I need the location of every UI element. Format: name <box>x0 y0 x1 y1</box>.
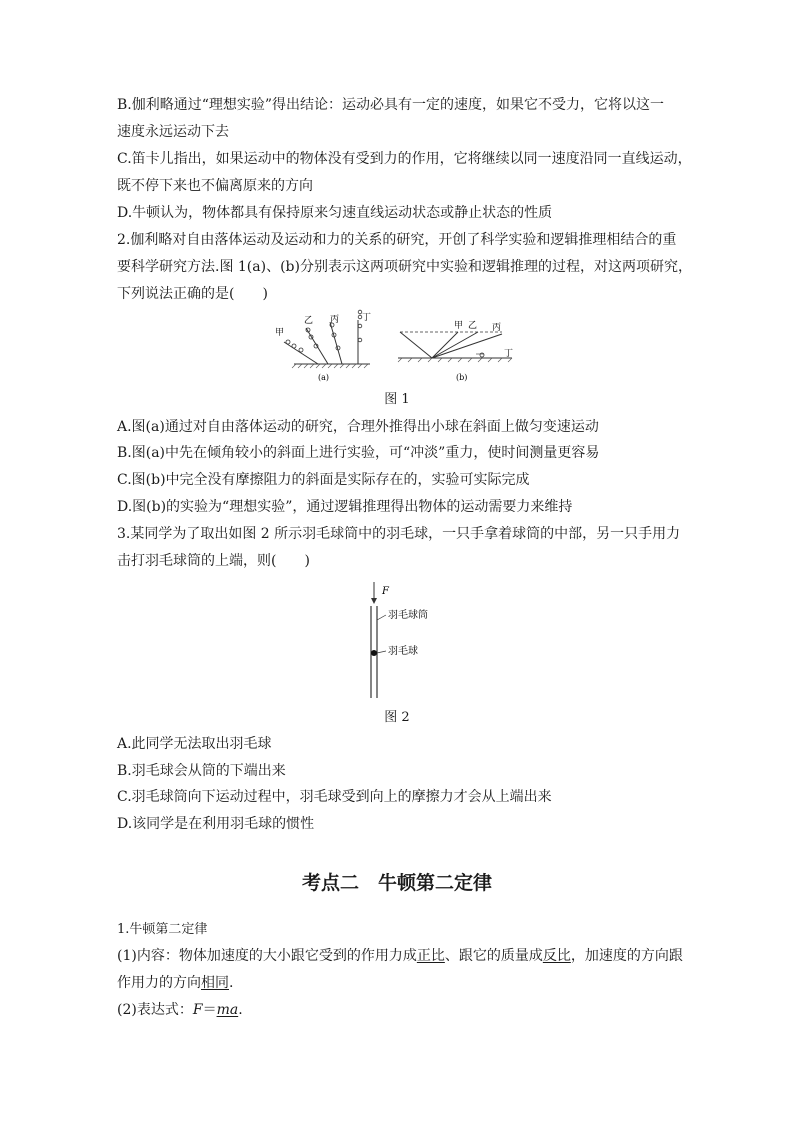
fig1a-label-ding: 丁 <box>362 313 372 323</box>
q2-stem-line1: 2.伽利略对自由落体运动及运动和力的关系的研究，开创了科学实验和逻辑推理相结合的重 <box>117 232 677 248</box>
fig1a-label-jia: 甲 <box>275 328 285 338</box>
fig1b-subcaption: (b) <box>456 373 468 382</box>
fig1b-label-ding: 丁 <box>504 349 514 359</box>
law-formula <box>117 997 679 1024</box>
q3-option-d: D.该同学是在利用羽毛球的惯性 <box>117 816 315 832</box>
figure-2-caption: 图 2 <box>384 710 410 725</box>
q2-option-d: D.图(b)的实验为“理想实验”，通过逻辑推理得出物体的运动需要力来维持 <box>117 499 573 515</box>
content-text: 作用力的方向 <box>117 975 201 991</box>
content-text: . <box>229 975 234 991</box>
q1-option-c-line2: 既不停下来也不偏离原来的方向 <box>117 178 313 194</box>
q2-stem-line2: 要科学研究方法.图 1(a)、(b)分别表示这两项研究中实验和逻辑推理的过程，对这两项研究， <box>117 259 692 275</box>
q1-option-c-line1: C.笛卡儿指出，如果运动中的物体没有受到力的作用，它将继续以同一速度沿同一直线运动， <box>117 151 692 167</box>
content-text: 、跟它的质量成 <box>444 948 543 964</box>
law-item-title: 1.牛顿第二定律 <box>117 922 208 937</box>
q3-option-c: C.羽毛球筒向下运动过程中，羽毛球受到向上的摩擦力才会从上端出来 <box>117 789 552 805</box>
formula-equals: ＝ <box>202 1002 217 1018</box>
formula-f: F <box>192 1002 203 1018</box>
figure-2 <box>350 580 460 702</box>
q3-option-a: A.此同学无法取出羽毛球 <box>117 736 272 752</box>
q3-option-b: B.羽毛球会从筒的下端出来 <box>117 763 286 779</box>
answer-proportional: 正比 <box>416 948 445 964</box>
q1-option-d: D.牛顿认为，物体都具有保持原来匀速直线运动状态或静止状态的性质 <box>117 205 553 221</box>
q3-stem-line1: 3.某同学为了取出如图 2 所示羽毛球筒中的羽毛球，一只手拿着球筒的中部，另一只手用力 <box>117 526 681 542</box>
fig1a-label-yi: 乙 <box>304 316 314 326</box>
q2-option-c: C.图(b)中完全没有摩擦阻力的斜面是实际存在的，实验可实际完成 <box>117 472 530 488</box>
content-text: ，加速度的方向跟 <box>570 948 683 964</box>
ball-label: 羽毛球 <box>388 646 418 657</box>
tube-label: 羽毛球筒 <box>388 610 428 621</box>
fig1b-label-yi: 乙 <box>468 321 478 331</box>
formula-label: (2)表达式： <box>117 1002 193 1018</box>
fig1a-label-bing: 丙 <box>330 315 340 325</box>
fig1b-label-jia: 甲 <box>454 321 464 331</box>
answer-same: 相同 <box>201 975 229 991</box>
figure-1 <box>272 308 522 386</box>
formula-period: . <box>238 1002 243 1018</box>
q2-stem-line3: 下列说法正确的是( ) <box>117 286 268 302</box>
fig1b-label-bing: 丙 <box>492 323 502 333</box>
answer-inverse: 反比 <box>542 948 571 964</box>
q2-option-b: B.图(a)中先在倾角较小的斜面上进行实验，可“冲淡”重力，使时间测量更容易 <box>117 445 600 461</box>
fig1a-subcaption: (a) <box>318 373 330 382</box>
q1-option-b-line1: B.伽利略通过“理想实验”得出结论：运动必具有一定的速度，如果它不受力，它将以这一 <box>117 97 665 113</box>
figure-1-caption: 图 1 <box>384 392 410 407</box>
law-content-line1 <box>117 943 683 970</box>
law-content-line2 <box>117 970 679 997</box>
section-title: 考点二 牛顿第二定律 <box>301 872 492 894</box>
formula-ma: ma <box>216 1002 239 1018</box>
content-text: (1)内容：物体加速度的大小跟它受到的作用力成 <box>117 948 417 964</box>
q2-option-a: A.图(a)通过对自由落体运动的研究，合理外推得出小球在斜面上做匀变速运动 <box>117 419 599 435</box>
q3-stem-line2: 击打羽毛球筒的上端，则( ) <box>117 553 310 569</box>
q1-option-b-line2: 速度永远运动下去 <box>117 124 229 140</box>
force-label: F <box>382 586 389 597</box>
